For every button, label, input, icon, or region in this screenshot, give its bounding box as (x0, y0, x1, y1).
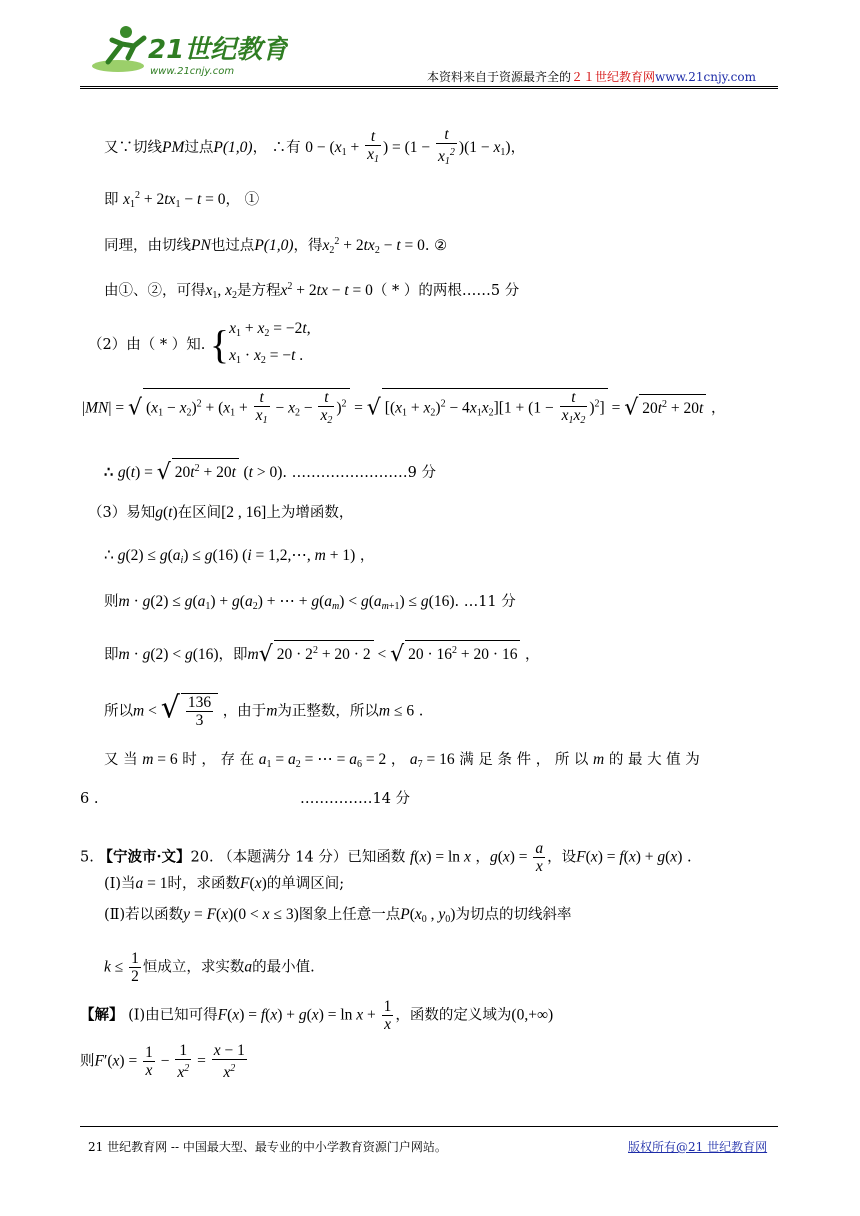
header-note: 本资料来自于资源最齐全的２１世纪教育网www.21cnjy.com (427, 70, 756, 84)
line-14-score: ……………14 分 (300, 791, 411, 807)
line-2: 即 $x_1^2 + 2tx_1 - t = 0$， ① (104, 190, 260, 210)
header-divider-2 (80, 88, 778, 89)
footer-divider (80, 1126, 778, 1127)
logo-url: www.21cnjy.com (150, 66, 235, 77)
solution-2: 则F′(x) = $\frac{1}{x}$ − $\frac{1}{x^2}$ = $\frac{x - 1}{x^2}$ (80, 1042, 245, 1081)
line-13: 又 当 m = 6 时 ， 存 在 $a_1 = a_2$ = ⋯ = $a_6 = 2$ ， $a_7 = 16$ 满 足 条 件 ， 所 以 m 的 最 大 值 为 (104, 751, 700, 770)
runner-logo-icon (88, 22, 288, 82)
line-10: 则$m \cdot g(2) \le g(a_1) + g(a_2)$ + ⋯ + $g(a_m) < g(a_{m+1}) \le g(16)$. …11 分 (104, 593, 516, 612)
line-12: 所以m < √ $\frac{136}{3}$ ，由于m为正整数，所以m ≤ 6 . (104, 690, 424, 729)
line-3: 同理，由切线PN也过点P(1,0)，得$x_2^2 + 2tx_2 - t = 0$. ② (104, 236, 448, 256)
logo-text: 21世纪教育 (148, 35, 288, 65)
question-5-part-2b: k ≤ $\frac{1}{2}$ 恒成立，求实数a的最小值. (104, 950, 315, 985)
question-5-part-1: (Ⅰ)当a = 1时，求函数F(x)的单调区间; (104, 875, 345, 892)
footer-text: 21 世纪教育网 -- 中国最大型、最专业的中小学教育资源门户网站。 (88, 1140, 447, 1154)
header-divider (80, 86, 778, 87)
question-5-part-2: (Ⅱ)若以函数y = F(x)(0 < x ≤ 3)图象上任意一点$P(x_0$ , $y_0$)为切点的切线斜率 (104, 906, 572, 925)
footer-copyright-link[interactable]: 版权所有@21 世纪教育网 (628, 1140, 768, 1154)
line-9: ∴ $g(2) \le g(a_i) \le g(16) (i$ = 1,2,⋯, m + 1) ， (104, 547, 375, 566)
line-14: 6 . (80, 791, 99, 807)
line-6: |MN| = √ $(x_1 - x_2)^2 + (x_1$ + $\frac{t}{x_1}$ − $x_2$ − $\frac{t}{x_2}$ )$^2$ = √ $[(x_1 + x_2)^2 - 4x_1x_2][1 + (1$ − $\frac{t}{x_1x_2}$ )$^2$] = √ $20t^2 + 20t$ ， (82, 388, 725, 429)
question-5: 5. 【宁波市·文】20. （本题满分 14 分）已知函数 f(x) = ln x ，g(x) = $\frac{a}{x}$ ，设F(x) = f(x) + g(x) . (80, 840, 692, 875)
line-11: 即m · g(2) < g(16)，即m√ $20 \cdot 2^2 + 20 \cdot 2$ < √ $20 \cdot 16^2 + 20 \cdot 16$ ， (104, 642, 540, 667)
line-8: （3）易知g(t)在区间[2 , 16]上为增函数， (88, 504, 354, 521)
line-5: （2）由（ * ）知. { $x_1 + x_2 = -2t$, $x_1 \cdot x_2 = -t$ . (88, 320, 311, 367)
solution-1: 【解】 (Ⅰ)由已知可得F(x) = f(x) + g(x) = ln x + $\frac{1}{x}$ ，函数的定义域为(0,+∞) (80, 998, 554, 1033)
header-link[interactable]: www.21cnjy.com (655, 70, 756, 84)
line-7: ∴ g(t) = √ $20t^2 + 20t$ (t > 0). ……………………9 分 (104, 460, 436, 485)
line-1: 又∵切线PM过点P(1,0)， ∴有 $0 - (x_1$ + $\frac{t}{x_1}$ ) = (1 − $\frac{t}{x_1^2}$ )$(1 - x_1)$， (104, 126, 526, 167)
site-logo (88, 22, 288, 82)
line-4: 由①、②，可得$x_1$, $x_2$是方程$x^2 + 2tx - t = 0$（ * ）的两根……5 分 (104, 281, 520, 301)
